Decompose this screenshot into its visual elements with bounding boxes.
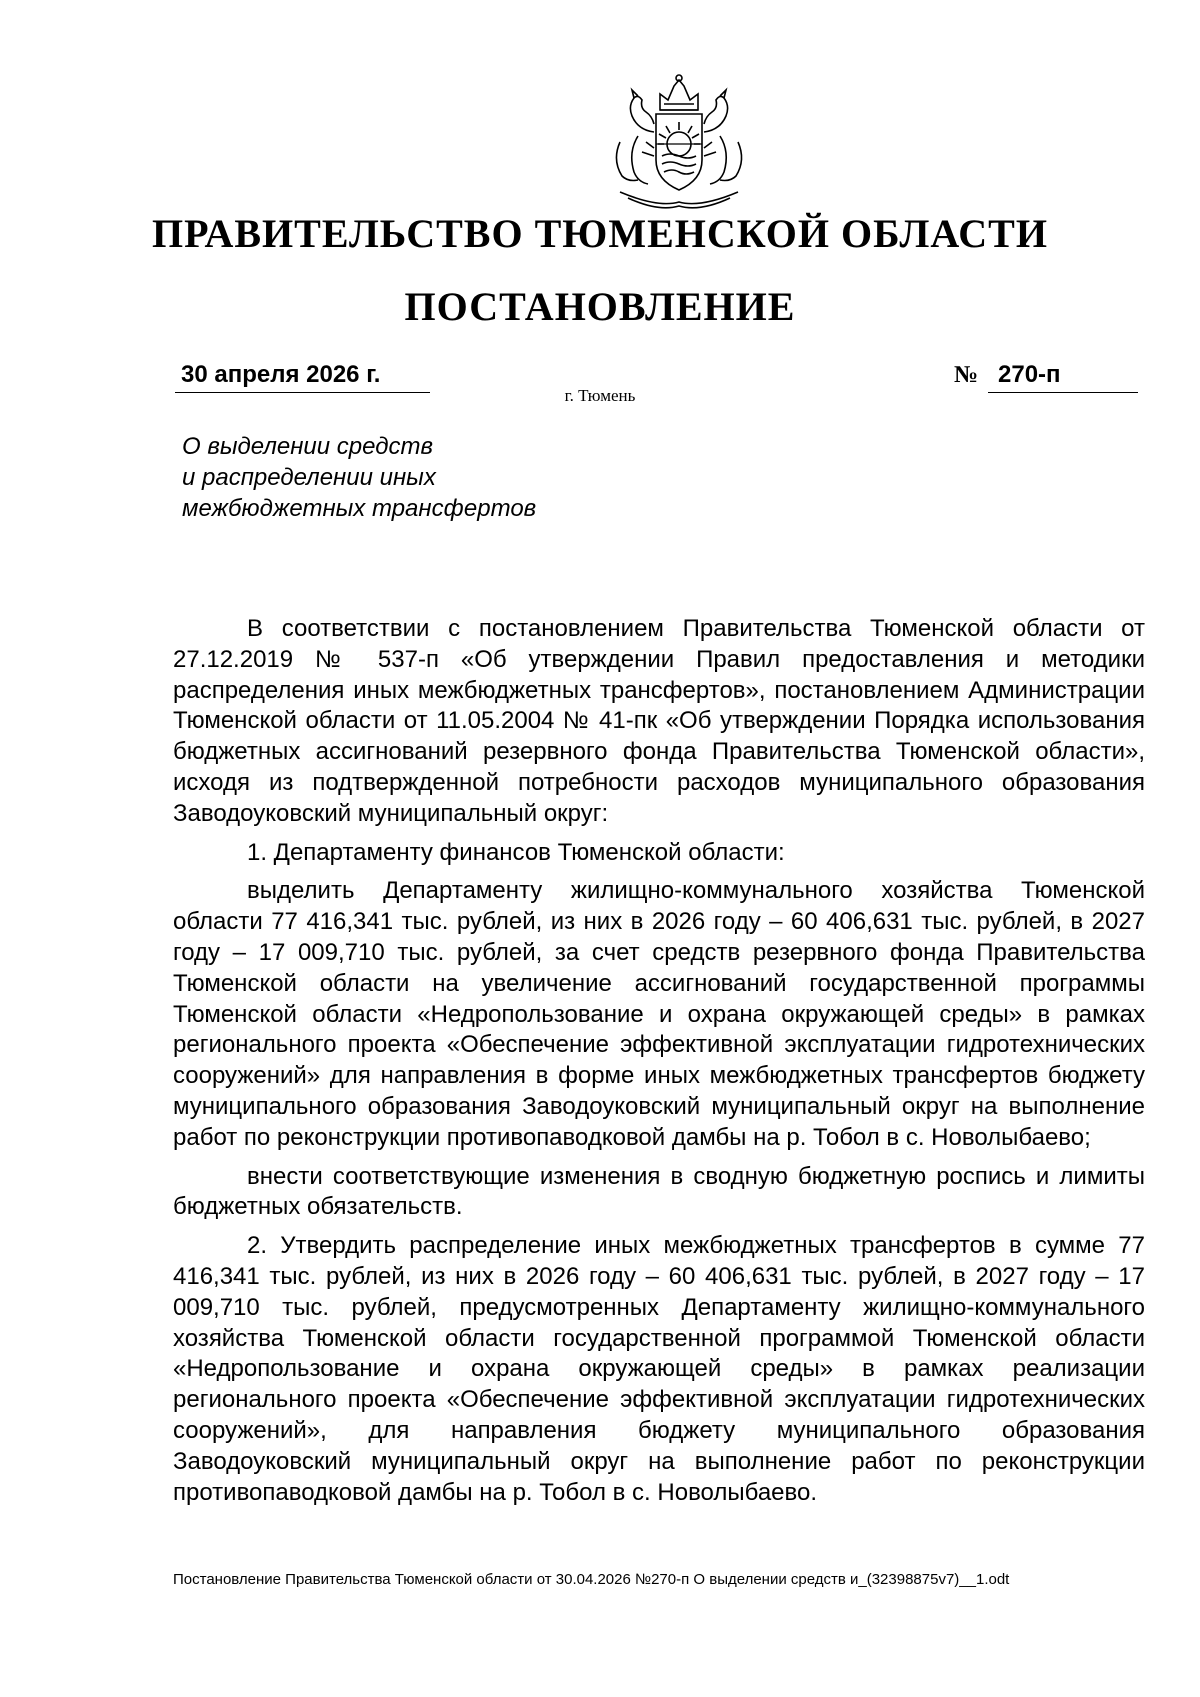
number-sign: № (954, 362, 979, 388)
body-paragraph: В соответствии с постановлением Правительства Тюменской области от 27.12.2019 № 537-п «Об утверждении Правил предоставления и методики распределения иных межбюджетных трансфертов», постановлением Администрации Тюменской области от 11.05.2004 № 41-пк «Об утверждении Порядка использования бюджетных ассигнований резервного фонда Правительства Тюменской области», исходя из подтвержденной потребности расходов муниципального образования Заводоуковский муниципальный округ: (173, 615, 1145, 827)
government-title: ПРАВИТЕЛЬСТВО ТЮМЕНСКОЙ ОБЛАСТИ (152, 211, 1048, 256)
body-paragraph: 2. Утвердить распределение иных межбюджетных трансфертов в сумме 77 416,341 тыс. рублей, из них в 2026 году – 60 406,631 тыс. рублей, в 2027 году – 17 009,710 тыс. рублей, предусмотренных Департаменту жилищно-коммунального хозяйства Тюменской области государственной программой Тюменской области «Недропользование и охрана окружающей среды» в рамках реализации регионального проекта «Обеспечение эффективной эксплуатации гидротехнических сооружений», для направления бюджету муниципального образования Заводоуковский муниципальный округ на выполнение работ по реконструкции противопаводковой дамбы на р. Тобол в с. Новолыбаево. (173, 1232, 1145, 1506)
coat-of-arms-icon (598, 72, 760, 212)
body-paragraph: внести соответствующие изменения в сводную бюджетную роспись и лимиты бюджетных обязательств. (173, 1162, 1145, 1221)
document-subject (182, 431, 642, 524)
subject-line: и распределении иных (182, 464, 436, 491)
document-city: г. Тюмень (564, 386, 636, 405)
body-paragraph: выделить Департаменту жилищно-коммунального хозяйства Тюменской области 77 416,341 тыс. рублей, из них в 2026 году – 60 406,631 тыс. рублей, в 2027 году – 17 009,710 тыс. рублей, за счет средств резервного фонда Правительства Тюменской области на увеличение ассигнований государственной программы Тюменской области «Недропользование и охрана окружающей среды» в рамках регионального проекта «Обеспечение эффективной эксплуатации гидротехнических сооружений» для направления в форме иных межбюджетных трансфертов бюджету муниципального образования Заводоуковский муниципальный округ на выполнение работ по реконструкции противопаводковой дамбы на р. Тобол в с. Новолыбаево; (173, 877, 1145, 1151)
subject-line: межбюджетных трансфертов (182, 495, 537, 522)
document-body (173, 614, 1145, 1516)
subject-line: О выделении средств (182, 433, 434, 460)
body-paragraph: 1. Департаменту финансов Тюменской области: (247, 838, 785, 866)
document-footer: Постановление Правительства Тюменской области от 30.04.2026 №270-п О выделении средств и_(32398875v7)__1.odt (173, 1571, 1010, 1588)
document-number: 270-п (988, 357, 1138, 393)
document-type: ПОСТАНОВЛЕНИЕ (404, 284, 796, 329)
document-date: 30 апреля 2026 г. (175, 357, 430, 393)
